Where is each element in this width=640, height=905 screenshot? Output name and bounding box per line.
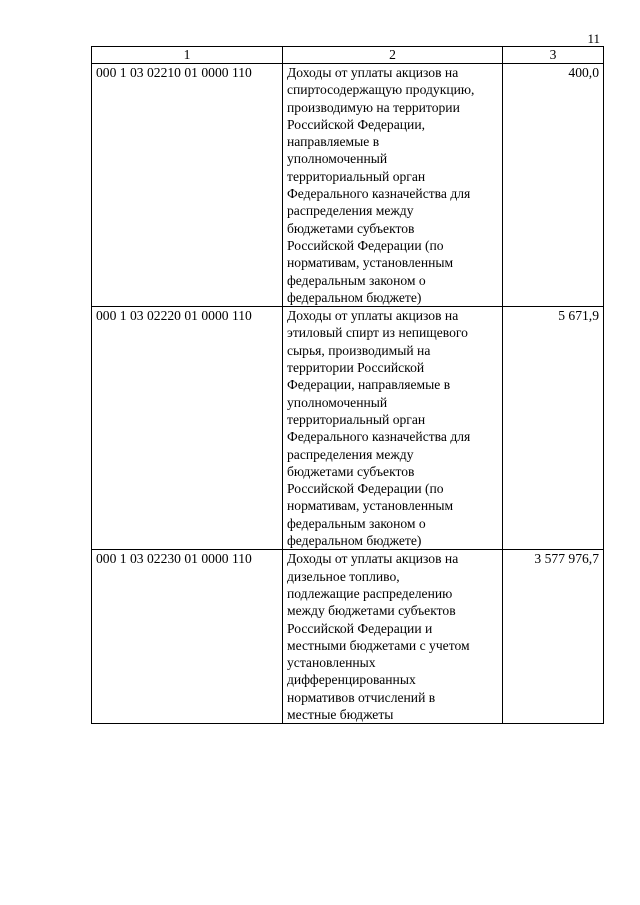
- table-body: [92, 64, 604, 724]
- description-line: Федерального казначейства для: [287, 429, 471, 445]
- description-line: бюджетами субъектов: [287, 463, 415, 479]
- table-row: [92, 64, 604, 307]
- description-line: Российской Федерации (по: [287, 481, 444, 497]
- description-cell: [283, 307, 503, 550]
- description-line: Федерального казначейства для: [287, 186, 471, 202]
- description-line: Доходы от уплаты акцизов на: [287, 308, 459, 324]
- description-line: между бюджетами субъектов: [287, 603, 456, 619]
- description-line: территориальный орган: [287, 168, 426, 184]
- column-header-3: 3: [503, 47, 604, 64]
- description-line: местными бюджетами с учетом: [287, 637, 470, 653]
- description-line: дифференцированных: [287, 672, 416, 688]
- description-line: Российской Федерации (по: [287, 237, 444, 253]
- table-header-row: [92, 47, 604, 64]
- description-cell: [283, 550, 503, 724]
- description-line: распределения между: [287, 203, 414, 219]
- table-row: [92, 550, 604, 724]
- column-header-1: 1: [92, 47, 283, 64]
- description-line: Доходы от уплаты акцизов на: [287, 65, 459, 80]
- description-line: Российской Федерации и: [287, 620, 433, 636]
- description-line: производимую на территории: [287, 99, 460, 115]
- budget-code-cell: 000 1 03 02220 01 0000 110: [92, 307, 283, 550]
- description-line: этиловый спирт из непищевого: [287, 325, 468, 341]
- description-line: уполномоченный: [287, 394, 388, 410]
- description-line: подлежащие распределению: [287, 585, 453, 601]
- page-number: 11: [587, 31, 600, 46]
- description-line: федеральном бюджете): [287, 533, 422, 549]
- description-line: направляемые в: [287, 134, 380, 150]
- description-line: нормативам, установленным: [287, 498, 454, 514]
- description-line: установленных: [287, 655, 376, 671]
- description-line: сырья, производимый на: [287, 342, 431, 358]
- description-line: нормативам, установленным: [287, 255, 454, 271]
- description-line: дизельное топливо,: [287, 568, 400, 584]
- description-line: нормативов отчислений в: [287, 689, 436, 705]
- description-line: территориальный орган: [287, 411, 426, 427]
- description-line: Федерации, направляемые в: [287, 377, 451, 393]
- description-line: Доходы от уплаты акцизов на: [287, 551, 459, 567]
- budget-code-cell: 000 1 03 02230 01 0000 110: [92, 550, 283, 724]
- description-line: спиртосодержащую продукцию,: [287, 82, 475, 98]
- description-line: распределения между: [287, 446, 414, 462]
- description-line: федеральным законом о: [287, 272, 426, 288]
- revenue-table: [91, 46, 604, 724]
- description-line: местные бюджеты: [287, 706, 394, 722]
- description-cell: [283, 64, 503, 307]
- amount-cell: 3 577 976,7: [503, 550, 604, 724]
- description-line: Российской Федерации,: [287, 116, 425, 132]
- amount-cell: 5 671,9: [503, 307, 604, 550]
- amount-cell: 400,0: [503, 64, 604, 307]
- table-row: [92, 307, 604, 550]
- description-line: федеральным законом о: [287, 515, 426, 531]
- description-line: уполномоченный: [287, 151, 388, 167]
- description-line: бюджетами субъектов: [287, 220, 415, 236]
- description-line: территории Российской: [287, 360, 425, 376]
- description-line: федеральном бюджете): [287, 289, 422, 305]
- column-header-2: 2: [283, 47, 503, 64]
- budget-code-cell: 000 1 03 02210 01 0000 110: [92, 64, 283, 307]
